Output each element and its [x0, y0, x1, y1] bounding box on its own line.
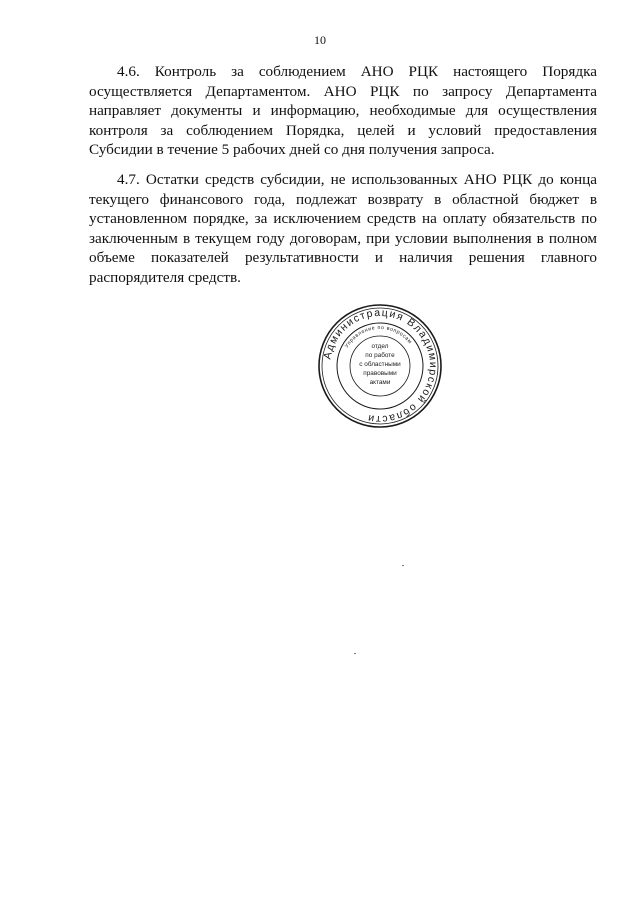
page-number: 10 [314, 33, 326, 47]
stamp-inner-text-path: Управление по вопросам [344, 324, 413, 350]
stamp-outer-text-path: Администрация Владимирской области [321, 306, 440, 426]
scan-speck [354, 653, 356, 654]
document-body [89, 62, 597, 298]
stamp-seal [316, 302, 444, 430]
stamp-center-line-4: правовыми [363, 370, 397, 377]
paragraph-4-7: 4.7. Остатки средств субсидии, не использованных АНО РЦК до конца текущего финансового года, подлежат возврату в областной бюджет в установленном порядке, за исключением средств на оплату обязательств по заключенным в текущем году договорам, при условии выполнения в полном объеме показателей результативности и наличия решения главного распорядителя средств. [89, 170, 597, 286]
paragraph-4-6: 4.6. Контроль за соблюдением АНО РЦК настоящего Порядка осуществляется Департаментом. АНО РЦК по запросу Департамента направляет документы и информацию, необходимые для осуществления контроля за соблюдением Порядка, целей и условий предоставления Субсидии в течение 5 рабочих дней со дня получения запроса. [89, 63, 597, 159]
stamp-center-line-5: актами [369, 379, 391, 386]
official-stamp [316, 302, 444, 430]
stamp-center-line-1: отдел [371, 343, 389, 350]
stamp-center-line-2: по работе [365, 352, 395, 359]
scan-speck [402, 565, 404, 566]
stamp-center-line-3: с областными [359, 361, 401, 368]
